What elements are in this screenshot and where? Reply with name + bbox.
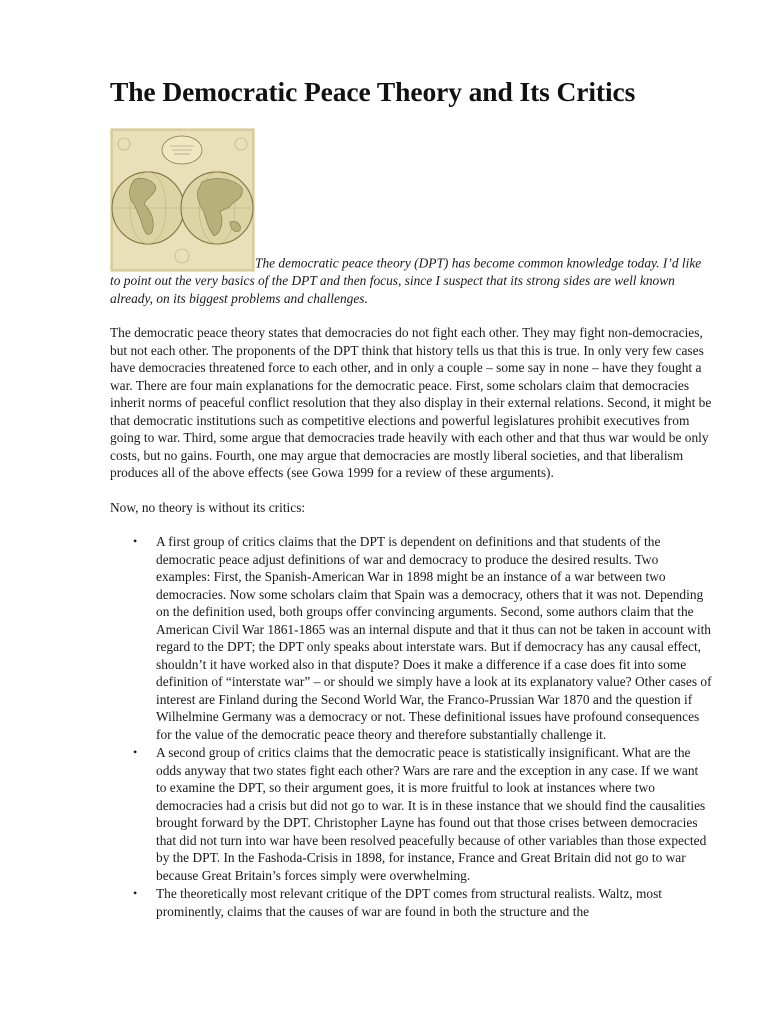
list-item (133, 744, 712, 884)
intro-paragraph (110, 128, 712, 307)
body-paragraph: Now, no theory is without its critics: (110, 499, 306, 515)
list-item (133, 533, 712, 743)
list-item-text: A second group of critics claims that the democratic peace is statistically insignificant. What are the odds anyway that two states fight each other? Wars are rare and the exception in any case. If we want to examine the DPT, so their argument goes, it is more fruitful to look at instances where two democracies had a crisis but did not go to war. It is in these instance that we should find the causalities brought forward by the DPT. Christopher Layne has found out that those crises between democracies that did not turn into war have been resolved peacefully because of other variables than those expected by the DPT. In the Fashoda-Crisis in 1898, for instance, France and Great Britain did not go to war because Great Britain’s forces simply were overwhelming. (156, 745, 707, 883)
document-page (110, 74, 712, 921)
document-title: The Democratic Peace Theory and Its Critics (110, 76, 636, 107)
list-item (133, 885, 712, 920)
critics-list (110, 533, 712, 920)
bullet-icon: • (133, 745, 138, 759)
body-paragraph: The democratic peace theory states that democracies do not fight each other. They may fight non-democracies, but not each other. The proponents of the DPT think that history tells us that this is true. In only very few cases have democracies threatened force to each other, and in only a couple – some say in none – have they fought a war. There are four main explanations for the democratic peace. First, some scholars claim that democracies inherit norms of peaceful conflict resolution that they also display in their external relations. Second, it might be that democratic institutions such as competitive elections and powerful legislatures prohibit executives from going to war. Third, some argue that democracies trade heavily with each other and that thus war would be only costs, but no gains. Fourth, one may argue that democracies are mostly liberal societies, and that liberalism produces all of the above effects (see Gowa 1999 for a review of these arguments). (110, 325, 712, 480)
bullet-icon: • (133, 534, 138, 548)
intro-text: The democratic peace theory (DPT) has become common knowledge today. I’d like to point out the very basics of the DPT and then focus, since I suspect that its strong sides are well known already, on its biggest problems and challenges. (110, 255, 702, 306)
list-item-text: The theoretically most relevant critique of the DPT comes from structural realists. Waltz, most prominently, claims that the causes of war are found in both the structure and the (156, 886, 663, 919)
list-item-text: A first group of critics claims that the DPT is dependent on definitions and that students of the democratic peace adjust definitions of war and democracy to produce the desired results. Two examples: First, the Spanish-American War in 1898 might be an instance of a war between two democracies. Now some scholars claim that Spain was a democracy, others that it was not. Depending on the definition used, both groups offer convincing arguments. Second, some authors claim that the American Civil War 1861-1865 was an internal dispute and that it thus can not be taken in account with regard to the DPT; the DPT only speaks about interstate wars. But if democracy has any causal effect, shouldn’t it have worked also in that dispute? Does it make a difference if a case does fit into some definition of “interstate war” – or should we simply have a look at its explanatory value? Other cases of interest are Finland during the Second World War, the Franco-Prussian War 1870 and the question if Wilhelmine Germany was a democracy or not. These definitional issues have profound consequences for the value of the democratic peace theory and therefore substantially challenge it. (156, 534, 712, 742)
bullet-icon: • (133, 886, 138, 900)
antique-world-map-icon (110, 128, 255, 272)
